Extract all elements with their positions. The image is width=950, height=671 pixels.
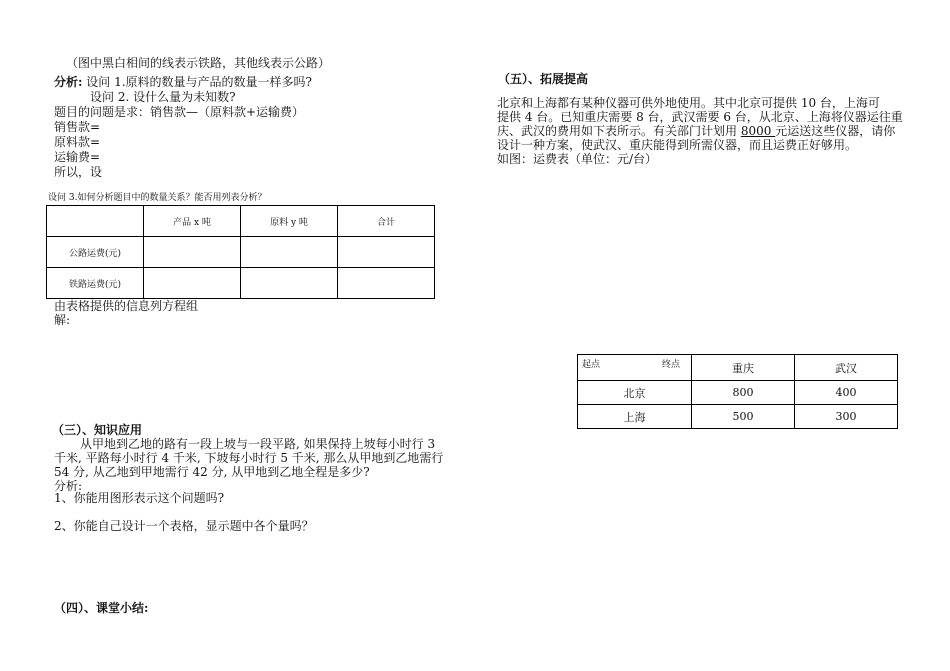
corner-start-label: 起点 [582,360,601,370]
solve-label: 解: [54,313,71,327]
analysis-block [54,75,312,89]
equation-prompt: 由表格提供的信息列方程组 [54,299,199,313]
table-header-cell: 原料 y 吨 [241,206,338,237]
section-5-title: （五）、拓展提高 [498,72,589,86]
section-5-line-4: 设计一种方案，使武汉、重庆能得到所需仪器，而且运费正好够用。 [497,138,858,152]
table-row [578,381,898,405]
section-5-line-3 [497,124,895,138]
table-cell: 800 [692,381,795,405]
table-cell: 500 [692,405,795,429]
table-row [47,268,435,299]
corner-header-cell [578,355,692,381]
section-3-line-2: 千米, 平路每小时行 4 千米, 下坡每小时行 5 千米, 那么从甲地到乙地需行 [54,451,444,465]
table-header-cell: 合计 [338,206,435,237]
problem-goal: 题目的问题是求：销售款—（原料款+运输费） [54,105,305,119]
table-cell [241,268,338,299]
analysis-label: 分析: [54,75,83,89]
column-header: 武汉 [795,355,898,381]
analysis-table [46,205,435,299]
material-line: 原料款= [54,135,101,149]
section-3-question-1: 1、你能用图形表示这个问题吗? [54,491,225,505]
table-header-cell [47,206,144,237]
table-row [578,405,898,429]
so-let-line: 所以，设 [54,165,103,179]
row-label: 上海 [578,405,692,429]
railway-note: （图中黑白相间的线表示铁路，其他线表示公路） [66,56,331,70]
question-3: 设问 3.如何分析题目中的数量关系？能否用列表分析？ [48,193,267,203]
column-header: 重庆 [692,355,795,381]
section-3-title: （三）、知识应用 [52,423,143,437]
section-4-title: （四）、课堂小结: [54,601,149,615]
table-cell [144,237,241,268]
line-3-end: 元运送这些仪器，请你 [775,124,896,138]
section-3-analysis: 分析: [54,479,83,493]
row-label: 北京 [578,381,692,405]
table-cell [241,237,338,268]
budget-amount: 8000 [740,124,776,138]
section-3-question-2: 2、你能自己设计一个表格，显示题中各个量吗？ [54,519,314,533]
sales-line: 销售款= [54,120,101,134]
question-1: 设问 1.原料的数量与产品的数量一样多吗? [86,75,312,89]
freight-table [577,354,898,429]
transport-line: 运输费= [54,150,101,164]
freight-table-caption: 如图：运费表（单位：元/台） [497,152,658,166]
table-cell [338,237,435,268]
question-2: 设问 2. 设什么量为未知数? [90,90,236,104]
table-cell [144,268,241,299]
corner-end-label: 终点 [662,360,681,370]
section-3-line-3: 54 分, 从乙地到甲地需行 42 分, 从甲地到乙地全程是多少? [54,465,370,479]
section-5-line-1: 北京和上海都有某种仪器可供外地使用。其中北京可提供 10 台，上海可 [497,96,880,110]
line-3-start: 庆、武汉的费用如下表所示。有关部门计划用 [497,124,741,138]
table-cell [338,268,435,299]
table-row [47,237,435,268]
table-cell: 300 [795,405,898,429]
table-header-cell: 产品 x 吨 [144,206,241,237]
table-row [47,206,435,237]
row-label: 铁路运费(元) [47,268,144,299]
row-label: 公路运费(元) [47,237,144,268]
section-5-line-2: 提供 4 台。已知重庆需要 8 台，武汉需要 6 台，从北京、上海将仪器运往重 [497,110,903,124]
table-cell: 400 [795,381,898,405]
table-row [578,355,898,381]
section-3-line-1: 从甲地到乙地的路有一段上坡与一段平路, 如果保持上坡每小时行 3 [80,437,436,451]
